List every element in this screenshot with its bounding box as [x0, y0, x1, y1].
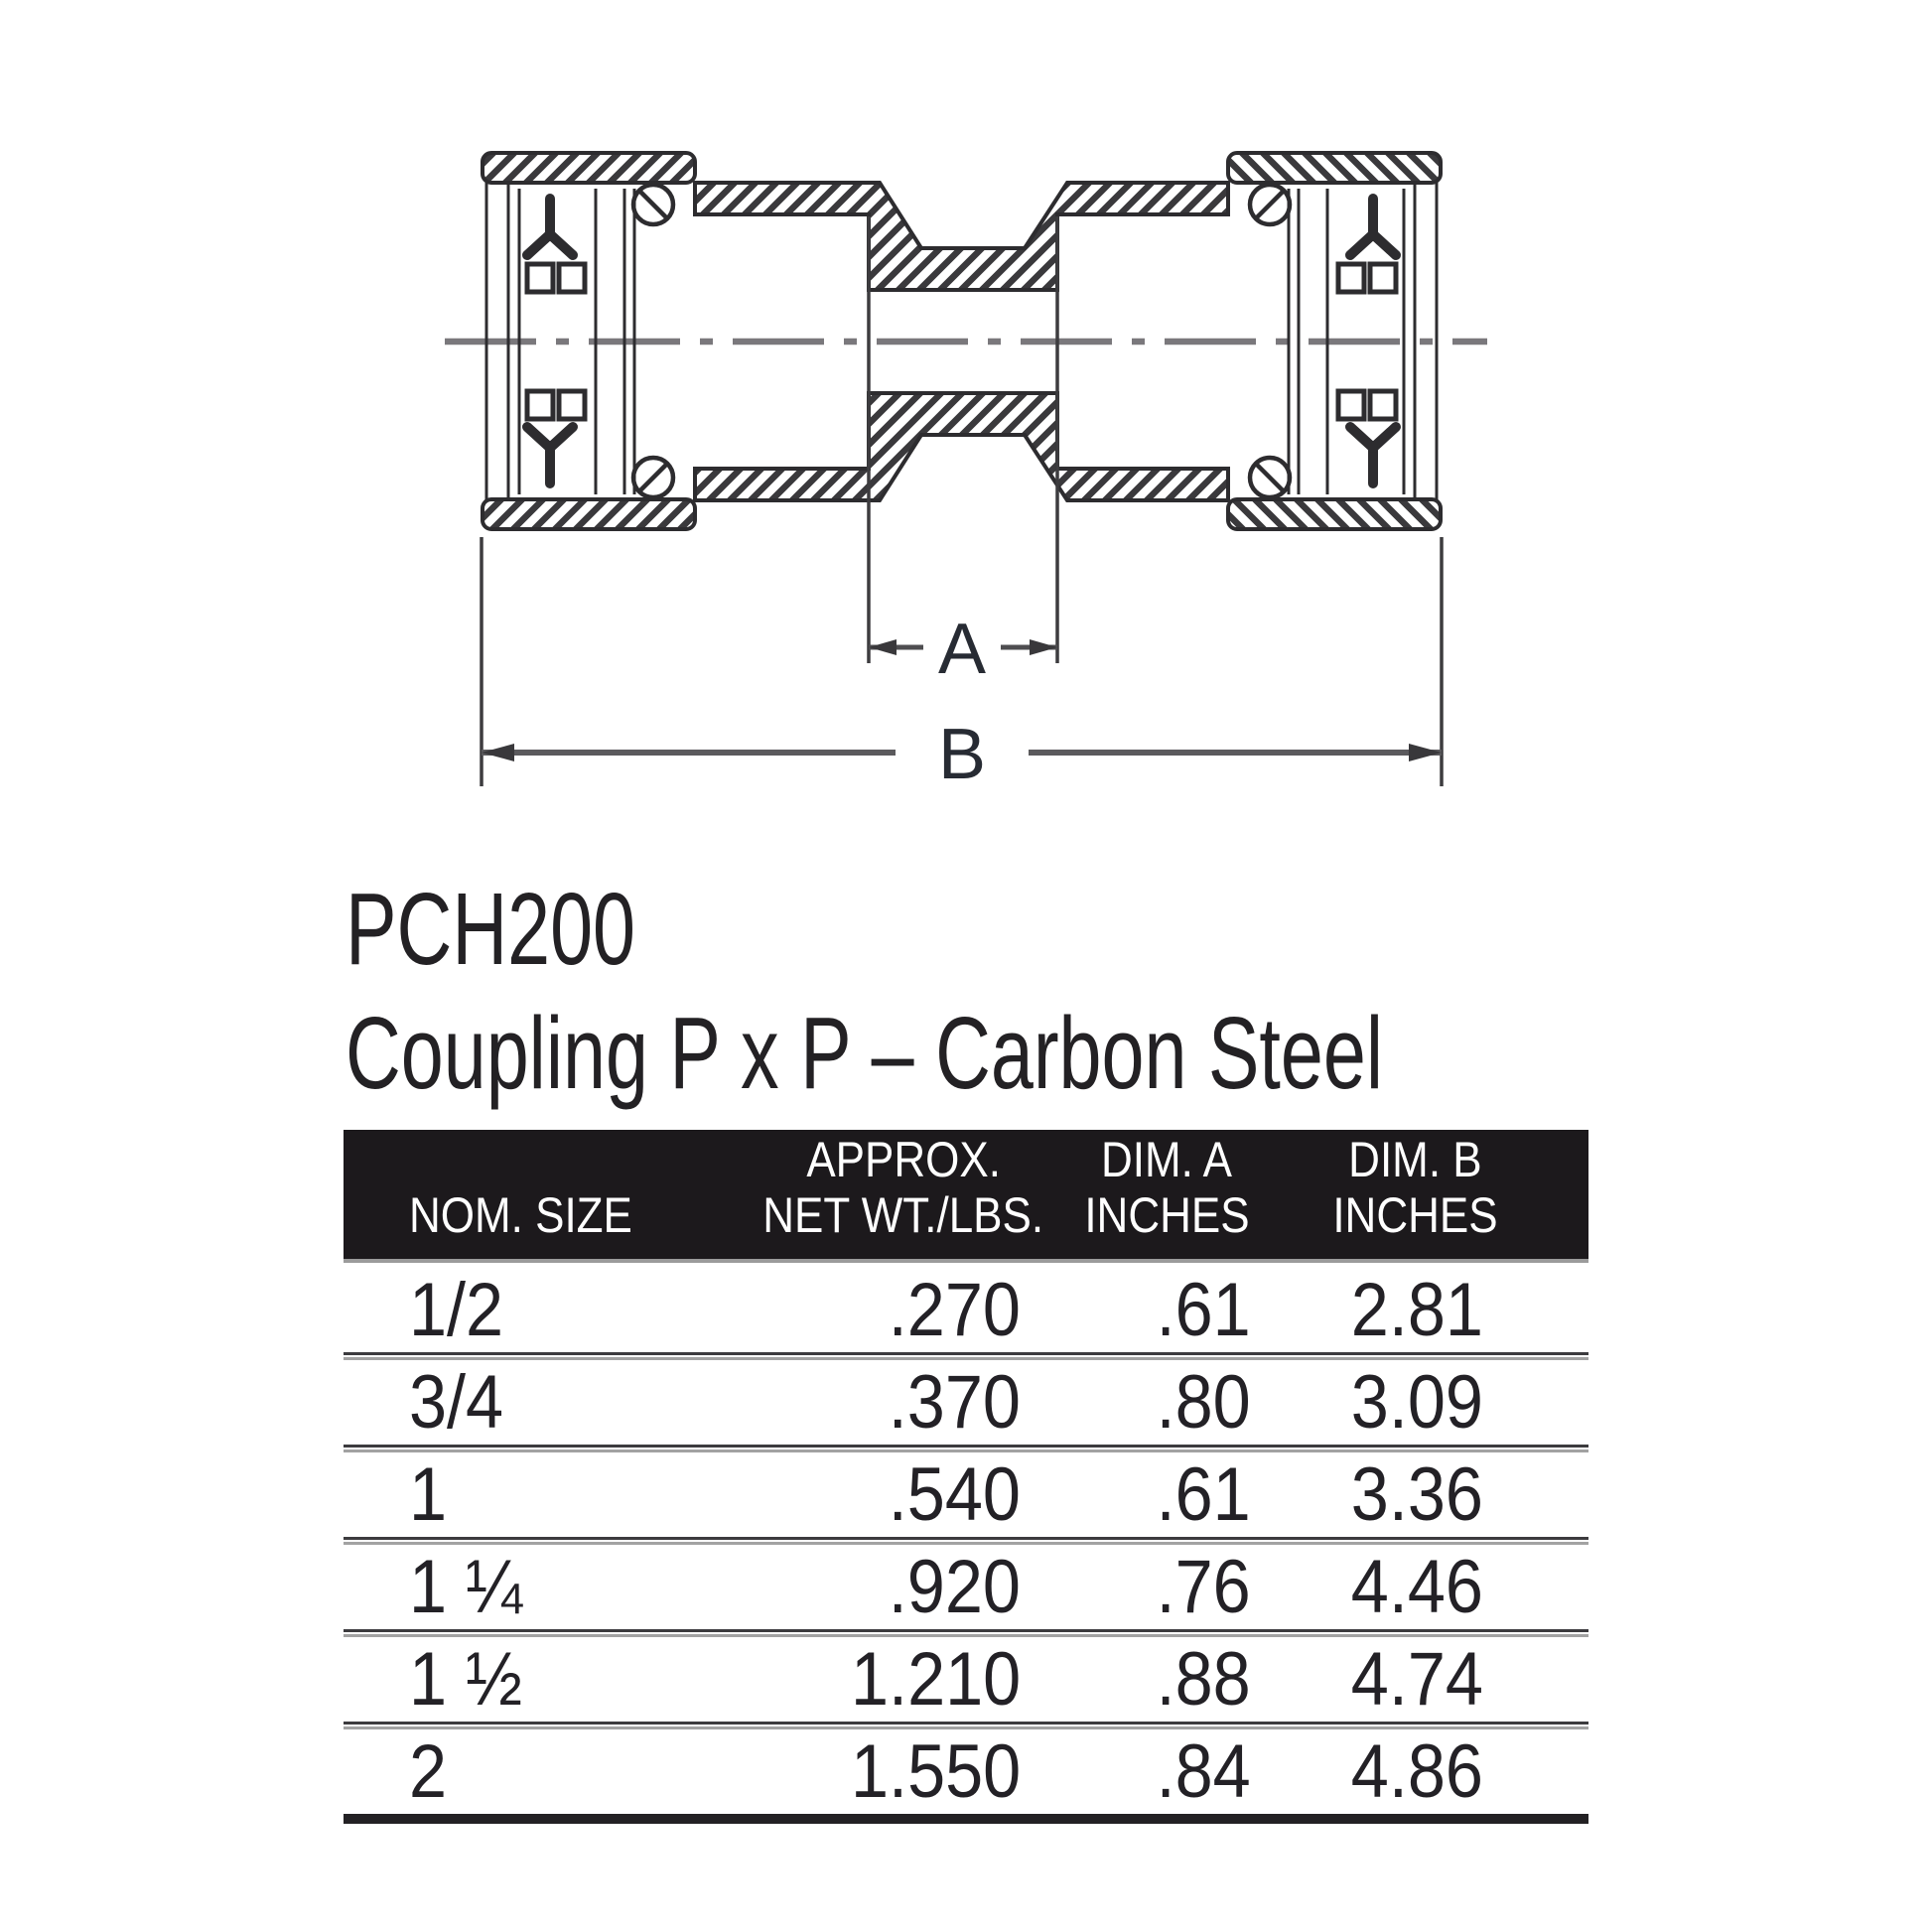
spec-table-header	[344, 1130, 1588, 1263]
spec-table	[344, 1130, 1588, 1824]
coupling-cross-section-drawing	[0, 0, 1932, 854]
cell-dim-b: 3.09	[1350, 1360, 1483, 1445]
cell-net-wt: .920	[888, 1545, 1021, 1629]
cell-dim-b: 4.74	[1350, 1637, 1483, 1722]
table-row	[344, 1452, 1588, 1537]
cell-nom-size: 1/2	[409, 1268, 504, 1352]
cell-net-wt: .370	[888, 1360, 1021, 1445]
cell-nom-size: 2	[409, 1729, 448, 1814]
header-dim-b: DIM. B INCHES	[1331, 1132, 1498, 1243]
product-code: PCH200	[345, 872, 635, 986]
arrow-right-icon	[1409, 744, 1442, 761]
cell-nom-size: 1 ¼	[409, 1545, 523, 1629]
cell-dim-a: .76	[1156, 1545, 1251, 1629]
table-row	[344, 1268, 1588, 1352]
table-row	[344, 1545, 1588, 1629]
cell-net-wt: 1.210	[850, 1637, 1021, 1722]
arrow-left-icon	[482, 744, 514, 761]
spec-table-body	[344, 1268, 1588, 1824]
dim-a-label: A	[937, 610, 987, 689]
cell-net-wt: .540	[888, 1452, 1021, 1537]
cell-nom-size: 1 ½	[409, 1637, 523, 1722]
cell-dim-a: .84	[1156, 1729, 1251, 1814]
header-nom-size: NOM. SIZE	[409, 1187, 632, 1243]
cell-nom-size: 1	[409, 1452, 448, 1537]
cell-dim-a: .88	[1156, 1637, 1251, 1722]
cell-dim-b: 2.81	[1350, 1268, 1483, 1352]
cell-dim-a: .61	[1156, 1268, 1251, 1352]
arrow-right-icon	[1030, 639, 1057, 655]
dim-b-label: B	[937, 715, 987, 794]
table-row	[344, 1637, 1588, 1722]
header-dim-a: DIM. A INCHES	[1083, 1132, 1250, 1243]
dimension-a	[869, 610, 1057, 689]
header-net-wt: APPROX. NET WT./LBS.	[762, 1132, 1044, 1243]
cell-net-wt: 1.550	[850, 1729, 1021, 1814]
cell-dim-b: 3.36	[1350, 1452, 1483, 1537]
cell-nom-size: 3/4	[409, 1360, 504, 1445]
cell-net-wt: .270	[888, 1268, 1021, 1352]
table-row	[344, 1729, 1588, 1814]
arrow-left-icon	[869, 639, 897, 655]
cell-dim-b: 4.86	[1350, 1729, 1483, 1814]
cell-dim-b: 4.46	[1350, 1545, 1483, 1629]
cell-dim-a: .61	[1156, 1452, 1251, 1537]
product-name: Coupling P x P – Carbon Steel	[345, 996, 1383, 1110]
table-row	[344, 1360, 1588, 1445]
cell-dim-a: .80	[1156, 1360, 1251, 1445]
table-bottom-rule	[344, 1814, 1588, 1824]
